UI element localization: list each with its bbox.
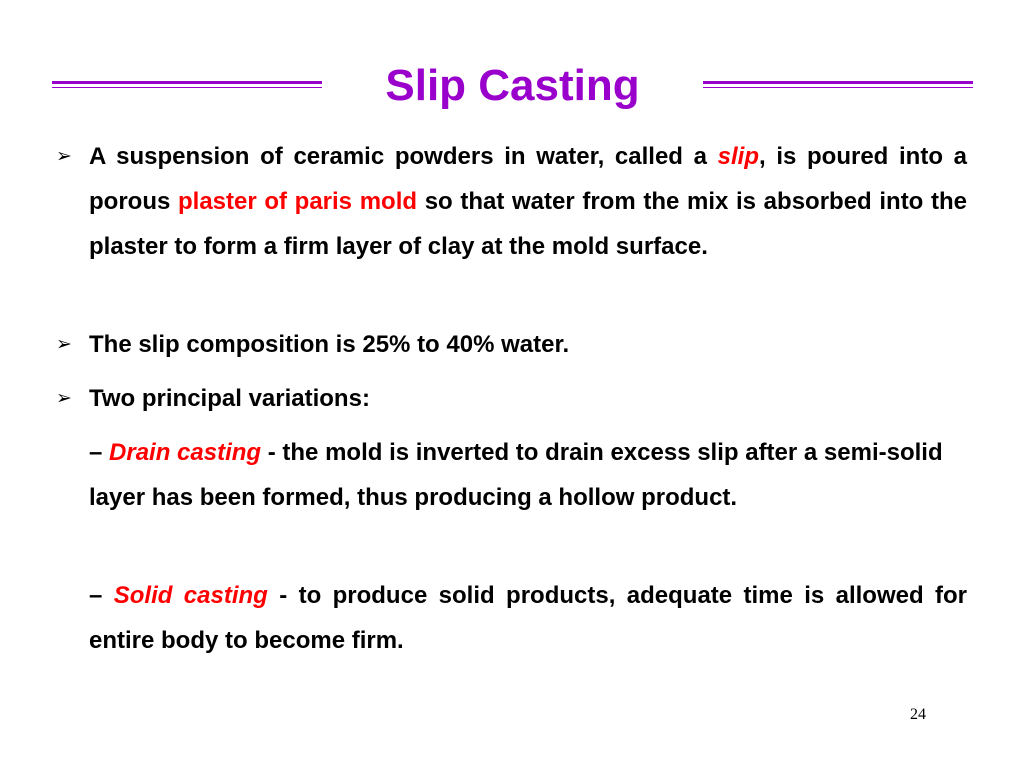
title-rule-left <box>52 81 322 88</box>
bullet-arrow-icon: ➢ <box>56 146 72 167</box>
p1-text-2: , is poured into a porous <box>89 143 967 215</box>
solid-casting-text: - to produce solid products, adequate time is allowed for entire body to become firm. <box>89 582 968 654</box>
p1-text-1: A suspension of ceramic powders in water, called a <box>89 143 718 170</box>
term-solid-casting: Solid casting <box>113 582 268 609</box>
bullet-arrow-icon: ➢ <box>56 334 72 355</box>
bullet-paragraph-1 <box>89 134 967 269</box>
dash-marker: – <box>89 582 103 609</box>
p1-highlight-slip: slip <box>717 143 759 170</box>
p1-text-3: so that water from the mix is absorbed into the plaster to form a firm layer of clay at the mold surface. <box>89 188 968 260</box>
drain-casting-text: - the mold is inverted to drain excess slip after a semi-solid layer has been formed, thus producing a hollow product. <box>89 439 943 511</box>
bullet-paragraph-2: The slip composition is 25% to 40% water. <box>89 331 570 358</box>
sub-item-solid-casting <box>89 573 967 663</box>
sub-item-drain-casting <box>89 430 959 520</box>
bullet-arrow-icon: ➢ <box>56 388 72 409</box>
term-drain-casting: Drain casting <box>109 439 262 466</box>
title-rule-right <box>703 81 973 88</box>
slide-title: Slip Casting <box>385 61 640 110</box>
dash-marker: – <box>89 439 103 466</box>
p1-highlight-mold: plaster of paris mold <box>178 188 418 215</box>
page-number: 24 <box>910 706 926 723</box>
title-bar <box>0 56 1024 116</box>
bullet-paragraph-3: Two principal variations: <box>89 385 370 412</box>
